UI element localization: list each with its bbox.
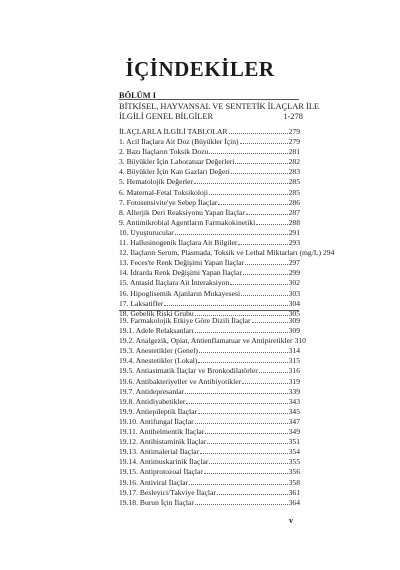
toc-entry-label: 19.12. Antihistaminik İlaçlar [119, 437, 207, 447]
dot-leader [246, 208, 288, 215]
divider-rule [119, 310, 299, 311]
toc-entry [119, 218, 300, 228]
toc-entry [119, 268, 300, 278]
toc-entry [119, 188, 300, 198]
toc-entry-label: 4. Büyükler İçin Kan Gazları Değeri [119, 167, 230, 177]
toc-entry-label: 19.14. Antimuskarinik İlaçlar [119, 457, 209, 467]
toc-entry-page: 287 [288, 207, 300, 217]
toc-entry-label: 17. Laksatifler [119, 298, 164, 308]
part-title-line-1: BİTKİSEL, HAYVANSAL VE SENTETİK İLAÇLAR İLE [119, 102, 320, 111]
toc-entry-label: 18. Gebelik Riski Grubu [119, 308, 194, 318]
toc-entry-page: 316 [288, 366, 300, 376]
toc-entry-page: 315 [288, 356, 300, 366]
dot-leader [209, 457, 287, 464]
toc-entry-label: 7. Fotosensivite'ye Sebep İlaçlar [119, 197, 218, 207]
dot-leader [217, 488, 288, 495]
toc-entry [119, 366, 300, 376]
dot-leader [195, 498, 288, 505]
toc-entry-page: 358 [288, 477, 300, 487]
toc-entry-page: 351 [288, 437, 300, 447]
toc-entry-page: 354 [288, 447, 300, 457]
dot-leader [189, 478, 287, 485]
toc-entry-label: 19.15. Antiprotozoal İlaçlar [119, 467, 203, 477]
toc-entry [119, 299, 300, 309]
toc-entry-label: 19.17. Besleyici/Takviye İlaçlar [119, 487, 216, 497]
part-title-line-2 [119, 111, 303, 122]
toc-entry-page: 310 [294, 336, 306, 346]
dot-leader [209, 188, 288, 195]
toc-entry [119, 326, 300, 336]
toc-entry-label: 5. Hematolojik Değerler [119, 177, 194, 187]
toc-entry [119, 437, 300, 447]
dot-leader [231, 167, 288, 174]
toc-entry-page: 309 [288, 326, 300, 336]
dot-leader [195, 326, 288, 333]
toc-entry-label: 14. İdrarda Renk Değişimi Yapan İlaçlar [119, 268, 242, 278]
toc-entry [119, 278, 300, 288]
toc-entry-page: 285 [288, 187, 300, 197]
toc-entry-page: 355 [288, 457, 300, 467]
toc-entry-label: 6. Maternal-Fetal Toksikoloji [119, 187, 208, 197]
toc-entry-page: 282 [288, 157, 300, 167]
toc-entry [119, 258, 300, 268]
toc-entry-page: 343 [288, 396, 300, 406]
toc-entry-label: İLAÇLARLA İLGİLİ TABLOLAR [119, 127, 228, 136]
toc-entry-label: 19.16. Antiviral İlaçlar [119, 477, 189, 487]
dot-leader [200, 447, 287, 454]
dot-leader [245, 258, 287, 265]
toc-entry-label: 9. Antimikrobial Agentların Farmakokinetiki [119, 217, 256, 227]
toc-entry-label: 19.13. Antimalerial İlaçlar [119, 447, 200, 457]
toc-entry-page: 281 [288, 147, 300, 157]
toc-entry [119, 457, 300, 467]
part-label: BÖLÜM I [119, 91, 156, 100]
toc-entry [119, 289, 300, 299]
toc-entry [119, 407, 300, 417]
toc-entry-label: 12. İlaçların Serum, Plasmada, Toksik ve Lethal Miktarları (mg/L) [119, 248, 321, 258]
toc-entry-label: 19.10. Antifungal İlaçlar [119, 416, 194, 426]
toc-entry-page: 303 [288, 288, 300, 298]
toc-entry-page: 299 [288, 268, 300, 278]
toc-entry [119, 248, 335, 258]
toc-entry [119, 316, 300, 326]
dot-leader [235, 157, 287, 164]
dot-leader [204, 467, 288, 474]
toc-entry-page: 356 [288, 467, 300, 477]
toc-entry-label: 19.7. Antidepresanlar [119, 386, 185, 396]
toc-entry-label: 3. Büyükler İçin Laboratuar Değerleri [119, 157, 235, 167]
page-title: İÇİNDEKİLER [125, 57, 275, 81]
toc-entry-label: 19.4. Anestetikler (Lokal) [119, 356, 198, 366]
toc-entry [119, 397, 300, 407]
dot-leader [240, 137, 288, 144]
part-page-range: 1-278 [283, 112, 303, 121]
toc-entry-label: 19.3. Anestetikler (Genel) [119, 346, 198, 356]
dot-leader [198, 407, 288, 414]
toc-entry-page: 279 [288, 127, 300, 136]
dot-leader [229, 127, 288, 134]
toc-entry [119, 238, 300, 248]
toc-entry-page: 302 [288, 278, 300, 288]
toc-entry [119, 127, 300, 137]
part-title-text: İLGİLİ GENEL BİLGİLER [119, 112, 214, 121]
toc-entry [119, 208, 300, 218]
toc-entry-page: 304 [288, 298, 300, 308]
toc-entry-label: 8. Allerjik Deri Reaksiyonu Yapan İlaçlar [119, 207, 245, 217]
toc-entry [119, 498, 300, 508]
dot-leader [194, 177, 288, 184]
toc-entry-label: 11. Hallusinogenik İlaçlara Ait Bilgiler [119, 238, 238, 248]
toc-entry-page: 319 [288, 376, 300, 386]
toc-entry [119, 427, 300, 437]
toc-entry [119, 478, 300, 488]
toc-entry-label: 15. Antasid İlaçlara Ait İnteraksiyon [119, 278, 230, 288]
toc-entry-label: 19.11. Antihelmentik İlaçlar [119, 427, 205, 437]
toc-entry-page: 309 [288, 316, 300, 325]
dot-leader [230, 278, 287, 285]
dot-leader [205, 427, 287, 434]
toc-entry-label: 13. Feces'te Renk Değişimi Yapan İlaçlar [119, 258, 245, 268]
toc-entry-page: 345 [288, 406, 300, 416]
dot-leader [185, 387, 287, 394]
dot-leader [164, 299, 287, 306]
toc-entry-label: 19.8. Antidiyabetikler [119, 396, 186, 406]
toc-entry-page: 339 [288, 386, 300, 396]
toc-entry [119, 198, 300, 208]
toc-entry-page: 314 [288, 346, 300, 356]
toc-entry-page: 294 [323, 248, 335, 258]
toc-entry [119, 346, 300, 356]
dot-leader [243, 268, 288, 275]
toc-entry-label: 2. Bazı İlaçların Toksik Dozu [119, 147, 209, 157]
toc-entry-page: 283 [288, 167, 300, 177]
dot-leader [241, 289, 288, 296]
dot-leader [252, 316, 288, 323]
toc-entry-label: 19. Farmakolojik Etkiye Göre Dizili İlaçlar [119, 316, 251, 325]
toc-entry-page: 305 [288, 308, 300, 318]
toc-entry [119, 356, 300, 366]
toc-entry-label: 19.18. Burun İçin İlaçlar [119, 497, 194, 507]
toc-entry [119, 137, 300, 147]
dot-leader [175, 228, 288, 235]
toc-section-tables [119, 127, 335, 319]
toc-entry-page: 293 [288, 238, 300, 248]
toc-entry [119, 377, 300, 387]
toc-entry-label: 16. Hipoglisemik Ajanların Mukayesesi [119, 288, 241, 298]
page-number: v [289, 516, 293, 525]
toc-entry [119, 488, 300, 498]
toc-entry-page: 349 [288, 427, 300, 437]
dot-leader [207, 437, 287, 444]
toc-entry-label: 19.6. Antibakteriyeller ve Antibiyotikler [119, 376, 242, 386]
toc-entry [119, 167, 300, 177]
toc-entry-page: 291 [288, 227, 300, 237]
toc-entry-label: 19.9. Antiepileptik İlaçlar [119, 406, 198, 416]
dot-leader [199, 346, 288, 353]
toc-entry-page: 347 [288, 416, 300, 426]
dot-leader [256, 218, 287, 225]
dot-leader [238, 238, 287, 245]
toc-entry-label: 19.1. Adele Relaksanları [119, 326, 194, 336]
toc-entry [119, 336, 306, 346]
toc-entry-page: 364 [288, 497, 300, 507]
toc-entry-page: 279 [288, 137, 300, 147]
toc-entry [119, 467, 300, 477]
toc-entry [119, 417, 300, 427]
toc-entry-label: 1. Acil İlaçlara Ait Doz (Büyükler İçin) [119, 137, 239, 147]
dot-leader [242, 377, 288, 384]
toc-entry [119, 157, 300, 167]
toc-entry-page: 297 [288, 258, 300, 268]
toc-entry-page: 286 [288, 197, 300, 207]
toc-entry-label: 19.5. Antiastmatik İlaçlar ve Bronkodilatörler [119, 366, 258, 376]
toc-entry [119, 177, 300, 187]
toc-entry [119, 447, 300, 457]
toc-entry [119, 228, 300, 238]
toc-section-pharmacologic [119, 316, 306, 508]
toc-entry-label: 19.2. Analgezik, Opiat, Antienflamatuar ve Antipiretikler [119, 336, 293, 346]
dot-leader [259, 366, 288, 373]
dot-leader [186, 397, 287, 404]
toc-entry-label: 10. Uyuşturucular [119, 227, 174, 237]
divider-rule [119, 99, 299, 100]
dot-leader [195, 417, 288, 424]
dot-leader [198, 356, 287, 363]
toc-entry [119, 147, 300, 157]
toc-entry [119, 387, 300, 397]
dot-leader [218, 198, 287, 205]
toc-entry-page: 361 [288, 487, 300, 497]
dot-leader [209, 147, 287, 154]
toc-entry-page: 288 [288, 217, 300, 227]
toc-entry-page: 285 [288, 177, 300, 187]
